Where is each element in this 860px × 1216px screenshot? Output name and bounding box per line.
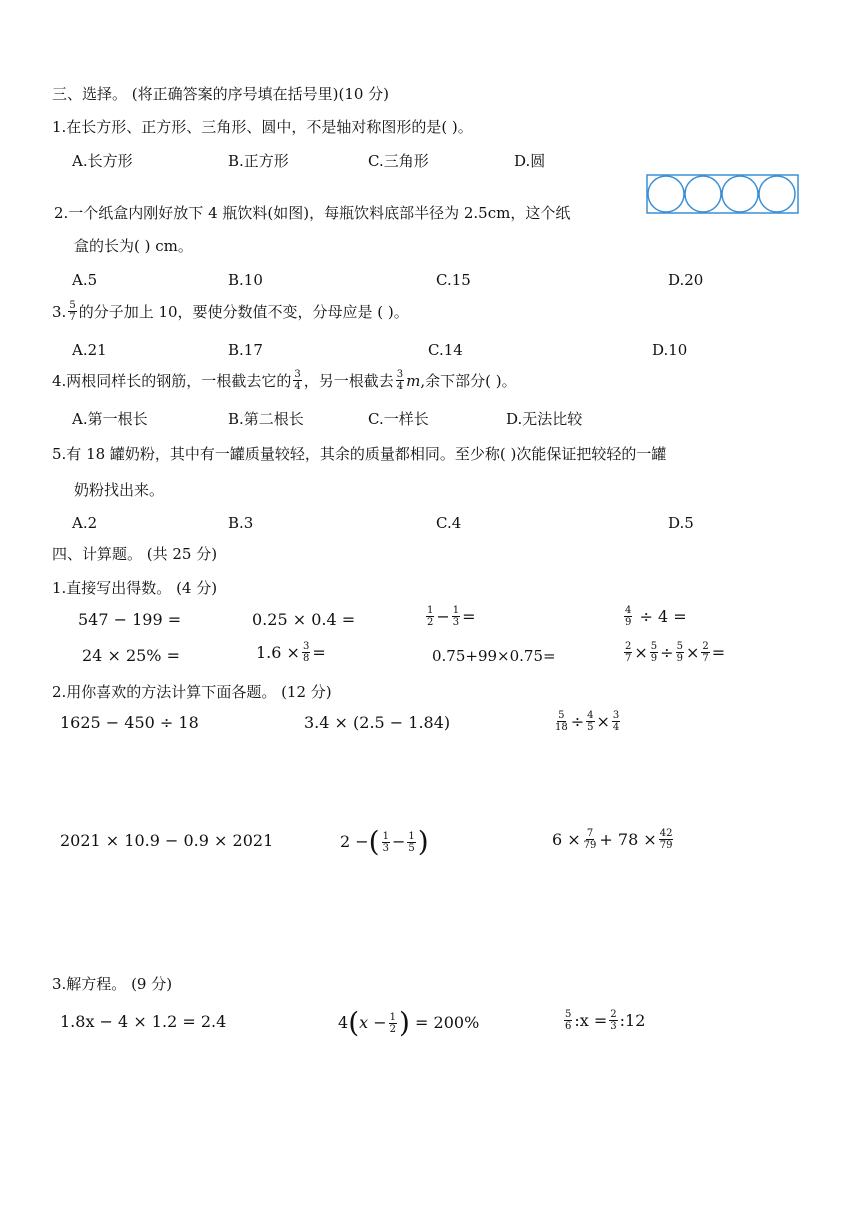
section4-heading: 四、计算题。 (共 25 分): [52, 545, 218, 563]
q3-text: 的分子加上 10，要使分数值不变，分母应是 ( )。: [78, 302, 409, 321]
q1-option-a: A.长方形: [72, 152, 133, 170]
q5-option-a: A.2: [72, 514, 98, 532]
q3-option-a: A.21: [72, 341, 107, 359]
q2-option-a: A.5: [72, 271, 98, 289]
four-bottles-box-figure: [646, 174, 799, 214]
p2-expr-6: 6 × $\frac{7}{79}$ + 78 × $\frac{42}{79}$: [552, 828, 673, 851]
p2-expr-1: 1625 − 450 ÷ 18: [60, 713, 199, 732]
q4-option-a: A.第一根长: [72, 410, 148, 428]
q2-line2: 盒的长为( ) cm。: [74, 237, 193, 255]
q4-option-c: C.一样长: [368, 410, 429, 428]
p1-expr-7: 0.75+99×0.75=: [432, 647, 556, 665]
q1-option-c: C.三角形: [368, 152, 429, 170]
q4-fraction-2: $\frac{3}{4}$: [396, 369, 404, 392]
q1-option-d: D.圆: [514, 152, 546, 170]
q5-option-b: B.3: [228, 514, 254, 532]
q4-unit: m: [406, 371, 421, 390]
p1-title: 1.直接写出得数。 (4 分): [52, 579, 218, 597]
q2-option-b: B.10: [228, 271, 263, 289]
q3-prefix: 3.: [52, 302, 67, 321]
q5-line2: 奶粉找出来。: [74, 481, 165, 499]
q3-text-line: [52, 300, 409, 323]
p2-expr-4: 2021 × 10.9 − 0.9 × 2021: [60, 831, 274, 850]
q3-option-c: C.14: [428, 341, 463, 359]
p2-expr-3: $\frac{5}{18}$ ÷ $\frac{4}{5}$ × $\frac{3}{4}$: [555, 710, 620, 733]
p2-expr-2: 3.4 × (2.5 − 1.84): [304, 713, 451, 732]
q2-option-d: D.20: [668, 271, 704, 289]
q4-part3: ,余下部分( )。: [420, 371, 517, 390]
q4-text-line: [52, 369, 517, 392]
section3-heading: 三、选择。 (将正确答案的序号填在括号里)(10 分): [52, 85, 390, 103]
q5-option-d: D.5: [668, 514, 694, 532]
p1-expr-8: $\frac{2}{7}$ × $\frac{5}{9}$ ÷ $\frac{5}{9}$ × $\frac{2}{7}$ =: [625, 641, 726, 664]
q5-option-c: C.4: [436, 514, 462, 532]
p1-expr-6: 1.6 × $\frac{3}{8}$ =: [256, 641, 326, 664]
q4-option-d: D.无法比较: [506, 410, 583, 428]
p1-expr-5: 24 × 25% =: [82, 646, 180, 665]
p3-expr-1: 1.8x − 4 × 1.2 = 2.4: [60, 1012, 227, 1031]
q3-option-b: B.17: [228, 341, 263, 359]
q4-part2: ，另一根截去: [303, 371, 394, 390]
q2-option-c: C.15: [436, 271, 471, 289]
p3-title: 3.解方程。 (9 分): [52, 975, 173, 993]
q1-text: 1.在长方形、正方形、三角形、圆中，不是轴对称图形的是( )。: [52, 118, 473, 136]
p2-expr-5: 2 − ( $\frac{1}{3}$ − $\frac{1}{5}$ ): [340, 825, 429, 858]
q5-line1: 5.有 18 罐奶粉，其中有一罐质量较轻，其余的质量都相同。至少称( )次能保证把较轻的一罐: [52, 445, 667, 463]
q1-option-b: B.正方形: [228, 152, 289, 170]
p3-expr-3: $\frac{5}{6}$ :x = $\frac{2}{3}$ :12: [565, 1009, 646, 1032]
q3-fraction: $\frac{5}{7}$: [69, 300, 76, 323]
p1-expr-4: $\frac{4}{9}$ ÷ 4 =: [625, 605, 687, 628]
q4-fraction-1: $\frac{3}{4}$: [294, 369, 301, 392]
p1-expr-1: 547 − 199 =: [78, 610, 182, 629]
q4-option-b: B.第二根长: [228, 410, 304, 428]
q3-option-d: D.10: [652, 341, 688, 359]
p1-expr-3: $\frac{1}{2}$ − $\frac{1}{3}$ =: [427, 605, 476, 628]
q4-part1: 4.两根同样长的钢筋，一根截去它的: [52, 371, 292, 390]
p1-expr-2: 0.25 × 0.4 =: [252, 610, 356, 629]
p2-title: 2.用你喜欢的方法计算下面各题。 (12 分): [52, 683, 332, 701]
p3-expr-2: 4 ( x − $\frac{1}{2}$ ) = 200%: [338, 1006, 480, 1039]
q2-line1: 2.一个纸盒内刚好放下 4 瓶饮料(如图)，每瓶饮料底部半径为 2.5cm，这个纸: [54, 204, 571, 222]
